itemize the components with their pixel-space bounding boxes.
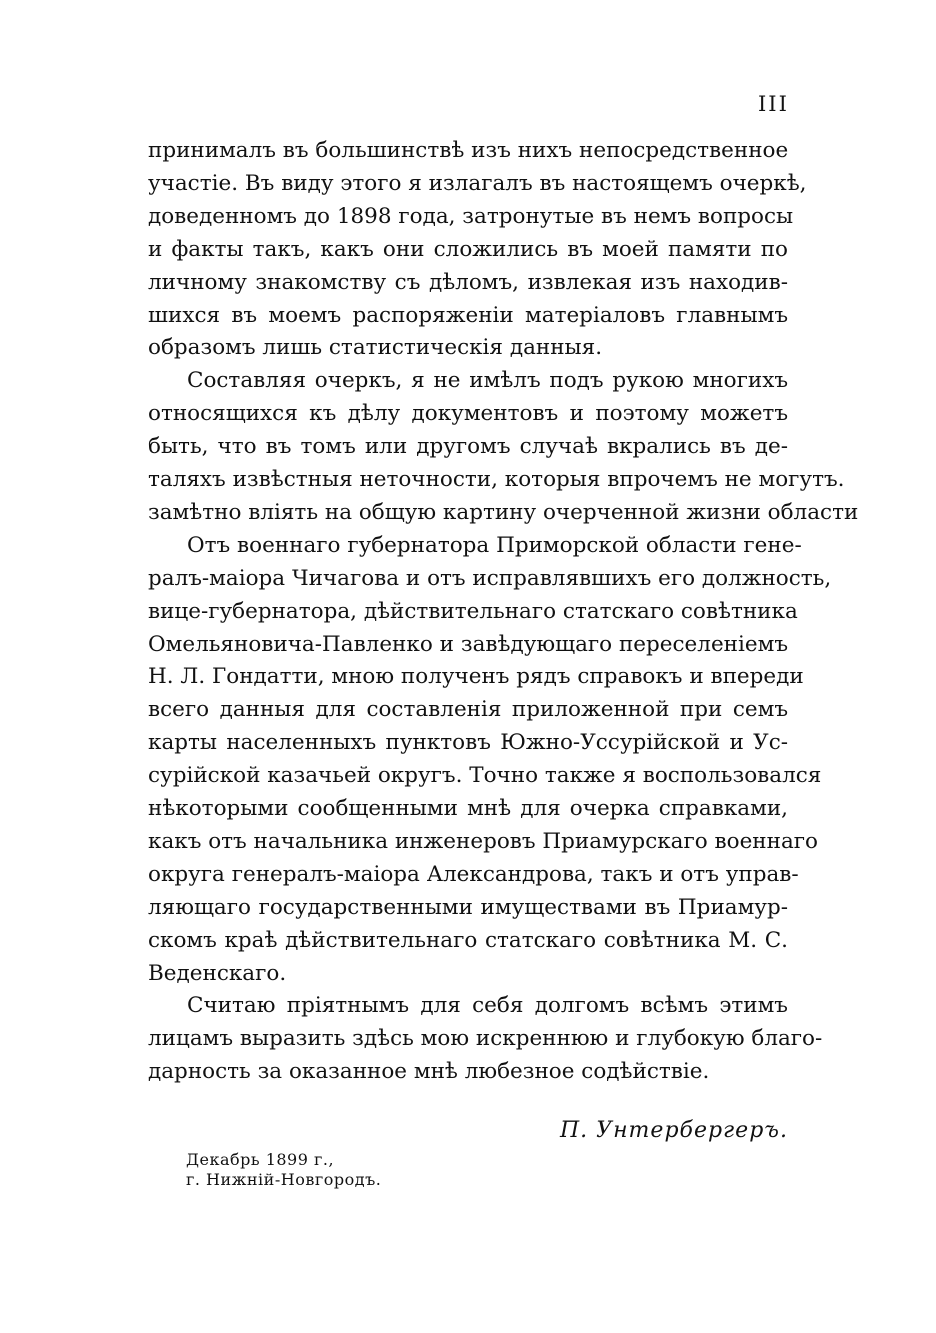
dateline-date: Декабрь 1899 г.,: [186, 1150, 335, 1169]
paragraph-line: сурійской казачьей округъ. Точно также я воспользовался: [148, 763, 822, 789]
paragraph-line: Н. Л. Гондатти, мною полученъ рядъ справокъ и впереди: [148, 664, 804, 690]
paragraph-line: ралъ-маіора Чичагова и отъ исправлявшихъ его должность,: [148, 565, 832, 591]
paragraph-line: личному знакомству съ дѣломъ, извлекая изъ находив-: [148, 269, 788, 295]
paragraph-line: вице-губернатора, дѣйствительнаго статскаго совѣтника: [148, 598, 798, 624]
paragraph-line: лицамъ выразить здѣсь мою искреннюю и глубокую благо-: [148, 1026, 823, 1052]
paragraph-line: карты населенныхъ пунктовъ Южно-Уссурійской и Ус-: [148, 730, 788, 756]
paragraph-line: шихся въ моемъ распоряженіи матеріаловъ главнымъ: [148, 302, 788, 328]
paragraph-line: участіе. Въ виду этого я излагалъ въ настоящемъ очеркѣ,: [148, 170, 807, 196]
paragraph-line: скомъ краѣ дѣйствительнаго статскаго совѣтника М. С.: [148, 927, 788, 953]
paragraph-line: быть, что въ томъ или другомъ случаѣ вкрались въ де-: [148, 434, 788, 460]
paragraph-line: Составляя очеркъ, я не имѣлъ подъ рукою многихъ: [187, 368, 788, 394]
paragraph-line: Отъ военнаго губернатора Приморской области гене-: [187, 532, 802, 558]
paragraph-line: какъ отъ начальника инженеровъ Приамурскаго военнаго: [148, 828, 818, 854]
signature: П. Унтербергеръ.: [560, 1118, 788, 1143]
paragraph-line: и факты такъ, какъ они сложились въ моей памяти по: [148, 236, 788, 262]
paragraph-line: доведенномъ до 1898 года, затронутые въ немъ вопросы: [148, 203, 794, 229]
page-number: III: [758, 92, 789, 116]
paragraph-line: Веденскаго.: [148, 960, 287, 986]
paragraph-line: Считаю пріятнымъ для себя долгомъ всѣмъ этимъ: [187, 993, 788, 1019]
paragraph-line: принималъ въ большинствѣ изъ нихъ непосредственное: [148, 138, 789, 163]
dateline-place: г. Нижній-Новгородъ.: [186, 1170, 382, 1189]
paragraph-line: таляхъ извѣстныя неточности, которыя впрочемъ не могутъ.: [148, 467, 845, 492]
paragraph-line: дарность за оказанное мнѣ любезное содѣйствіе.: [148, 1059, 710, 1085]
paragraph-line: образомъ лишь статистическія данныя.: [148, 335, 603, 361]
paragraph-line: ляющаго государственными имуществами въ Приамур-: [148, 894, 788, 920]
paragraph-line: относящихся къ дѣлу документовъ и поэтому можетъ: [148, 401, 788, 427]
paragraph-line: замѣтно вліять на общую картину очерченной жизни области: [148, 499, 859, 525]
paragraph-line: округа генералъ-маіора Александрова, такъ и отъ управ-: [148, 861, 799, 887]
paragraph-line: Омельяновича-Павленко и завѣдующаго переселеніемъ: [148, 631, 788, 657]
paragraph-line: всего данныя для составленія приложенной при семъ: [148, 697, 788, 723]
paragraph-line: нѣкоторыми сообщенными мнѣ для очерка справками,: [148, 796, 788, 821]
